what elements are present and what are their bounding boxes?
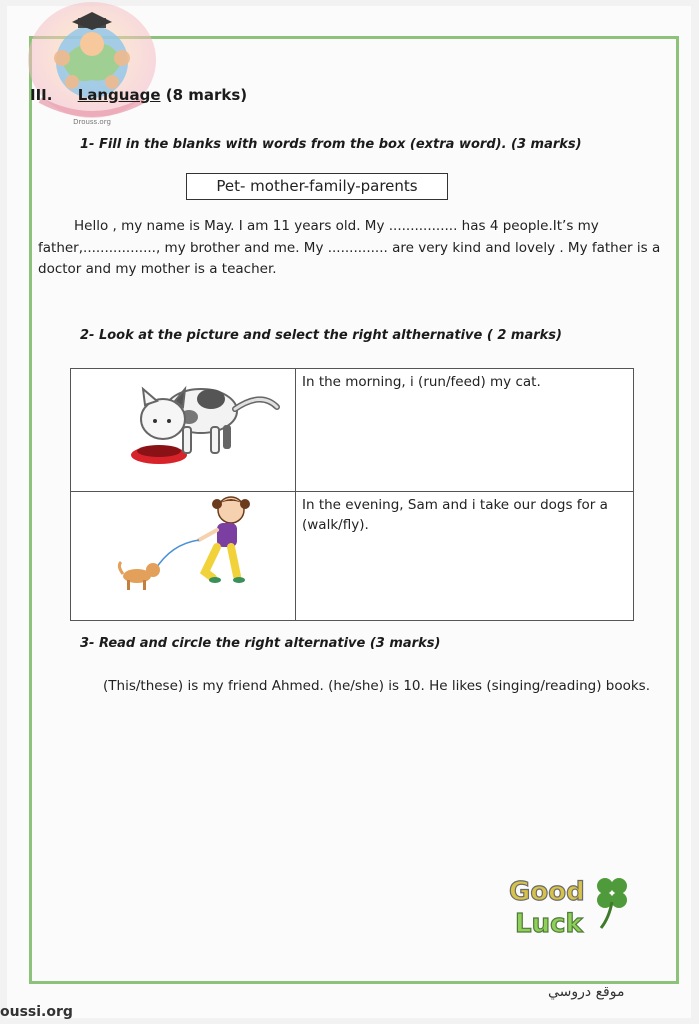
sentence-cell: In the morning, i (run/feed) my cat. bbox=[296, 369, 634, 492]
section-number: III. bbox=[30, 86, 53, 104]
section-marks: (8 marks) bbox=[165, 86, 248, 104]
good-text: Good bbox=[509, 877, 585, 907]
luck-text: Luck bbox=[515, 909, 583, 939]
picture-cell bbox=[71, 492, 296, 621]
logo-caption: Drouss.org bbox=[73, 118, 111, 126]
good-luck-clover-icon bbox=[505, 872, 635, 942]
question-3-title: 3- Read and circle the right alternative (3 marks) bbox=[80, 636, 441, 651]
section-title: Language bbox=[77, 86, 161, 104]
picture-table bbox=[70, 368, 634, 621]
site-logo bbox=[22, 0, 162, 126]
question-1-title: 1- Fill in the blanks with words from the box (extra word). (3 marks) bbox=[80, 137, 582, 152]
girl-walking-dog-icon bbox=[71, 492, 295, 616]
question-2-title: 2- Look at the picture and select the right althernative ( 2 marks) bbox=[80, 328, 562, 343]
section-heading bbox=[30, 86, 247, 104]
fill-blanks-paragraph: Hello , my name is May. I am 11 years old. My ................ has 4 people.It’s my father,................., my brother and me. My .............. are very kind and lovely . My father is a doctor and my mother is a teacher. bbox=[38, 218, 661, 277]
site-url: oussi.org bbox=[0, 1004, 73, 1020]
picture-cell bbox=[71, 369, 296, 492]
table-row bbox=[71, 369, 634, 492]
circle-alternatives-paragraph: (This/these) is my friend Ahmed. (he/she) is 10. He likes (singing/reading) books. bbox=[103, 678, 650, 694]
sentence-cell: In the evening, Sam and i take our dogs for a (walk/fly). bbox=[296, 492, 634, 621]
table-row bbox=[71, 492, 634, 621]
arabic-site-label: موقع دروسي bbox=[548, 984, 625, 1000]
cat-eating-icon bbox=[71, 369, 295, 487]
word-box: Pet- mother-family-parents bbox=[186, 173, 448, 200]
